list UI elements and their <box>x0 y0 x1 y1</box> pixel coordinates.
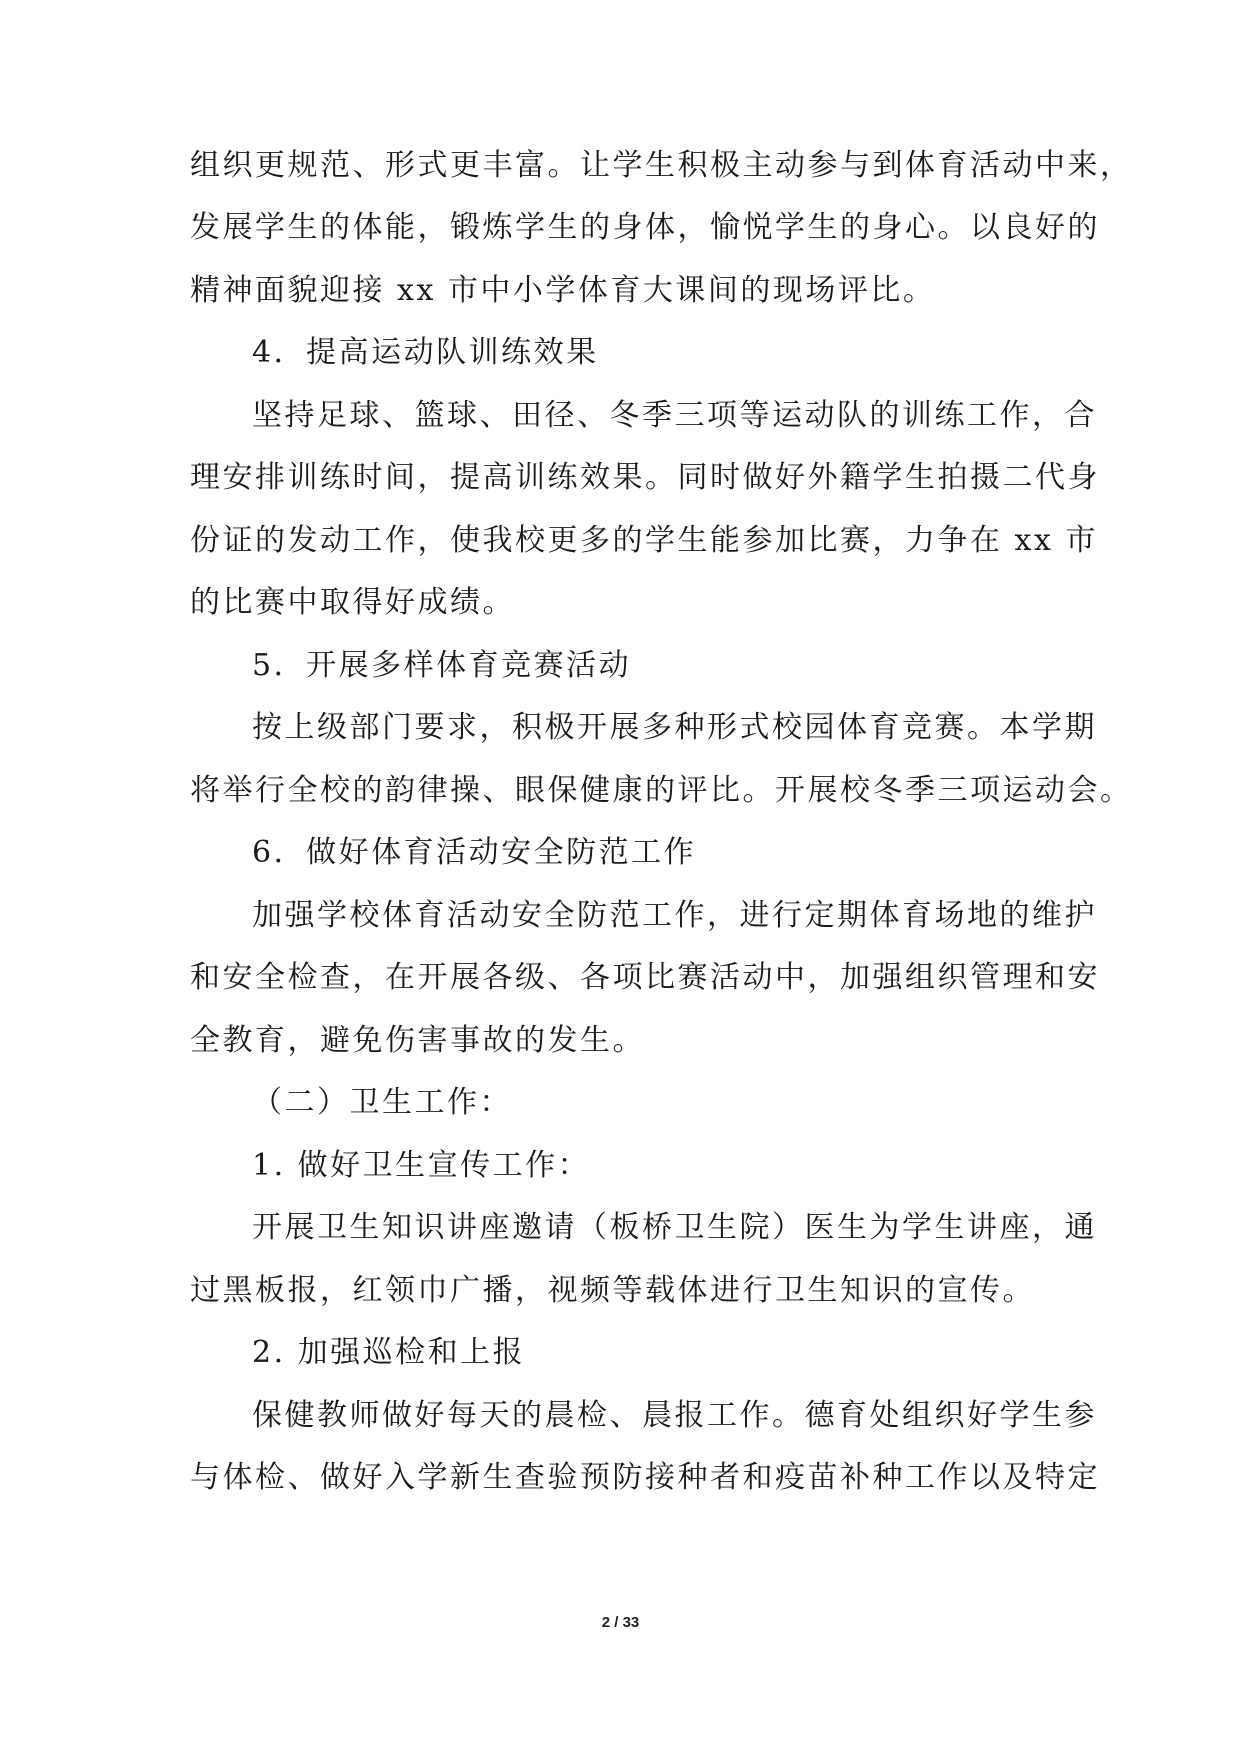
text-line: 保健教师做好每天的晨检、晨报工作。德育处组织好学生参 <box>252 1398 1097 1433</box>
text-line: 与体检、做好入学新生查验预防接种者和疫苗补种工作以及特定 <box>190 1460 1100 1495</box>
text-line: 坚持足球、篮球、田径、冬季三项等运动队的训练工作，合 <box>252 398 1097 433</box>
section-heading: 5．开展多样体育竞赛活动 <box>252 648 632 683</box>
text-line: 将举行全校的韵律操、眼保健康的评比。开展校冬季三项运动会。 <box>190 773 1133 808</box>
text-line: 按上级部门要求，积极开展多种形式校园体育竞赛。本学期 <box>252 710 1097 745</box>
text-line: 过黑板报，红领巾广播，视频等载体进行卫生知识的宣传。 <box>190 1273 1035 1308</box>
text-line: 组织更规范、形式更丰富。让学生积极主动参与到体育活动中来， <box>190 148 1133 183</box>
text-line: 加强学校体育活动安全防范工作，进行定期体育场地的维护 <box>252 898 1097 933</box>
text-line: 全教育，避免伤害事故的发生。 <box>190 1023 645 1058</box>
text-line: 的比赛中取得好成绩。 <box>190 585 515 620</box>
text-line: 份证的发动工作，使我校更多的学生能参加比赛，力争在 xx 市 <box>190 523 1098 558</box>
text-line: 和安全检查，在开展各级、各项比赛活动中，加强组织管理和安 <box>190 960 1100 995</box>
section-heading: 1. 做好卫生宣传工作： <box>252 1148 591 1183</box>
text-line: 精神面貌迎接 xx 市中小学体育大课间的现场评比。 <box>190 273 936 308</box>
section-heading: 4．提高运动队训练效果 <box>252 335 599 370</box>
page-number: 2 / 33 <box>601 1614 640 1631</box>
section-heading: 2. 加强巡检和上报 <box>252 1335 526 1370</box>
text-line: 发展学生的体能，锻炼学生的身体，愉悦学生的身心。以良好的 <box>190 210 1100 245</box>
section-heading: 6．做好体育活动安全防范工作 <box>252 835 697 870</box>
text-line: 开展卫生知识讲座邀请（板桥卫生院）医生为学生讲座，通 <box>252 1210 1097 1245</box>
section-heading: （二）卫生工作： <box>252 1085 512 1120</box>
text-line: 理安排训练时间，提高训练效果。同时做好外籍学生拍摄二代身 <box>190 460 1100 495</box>
